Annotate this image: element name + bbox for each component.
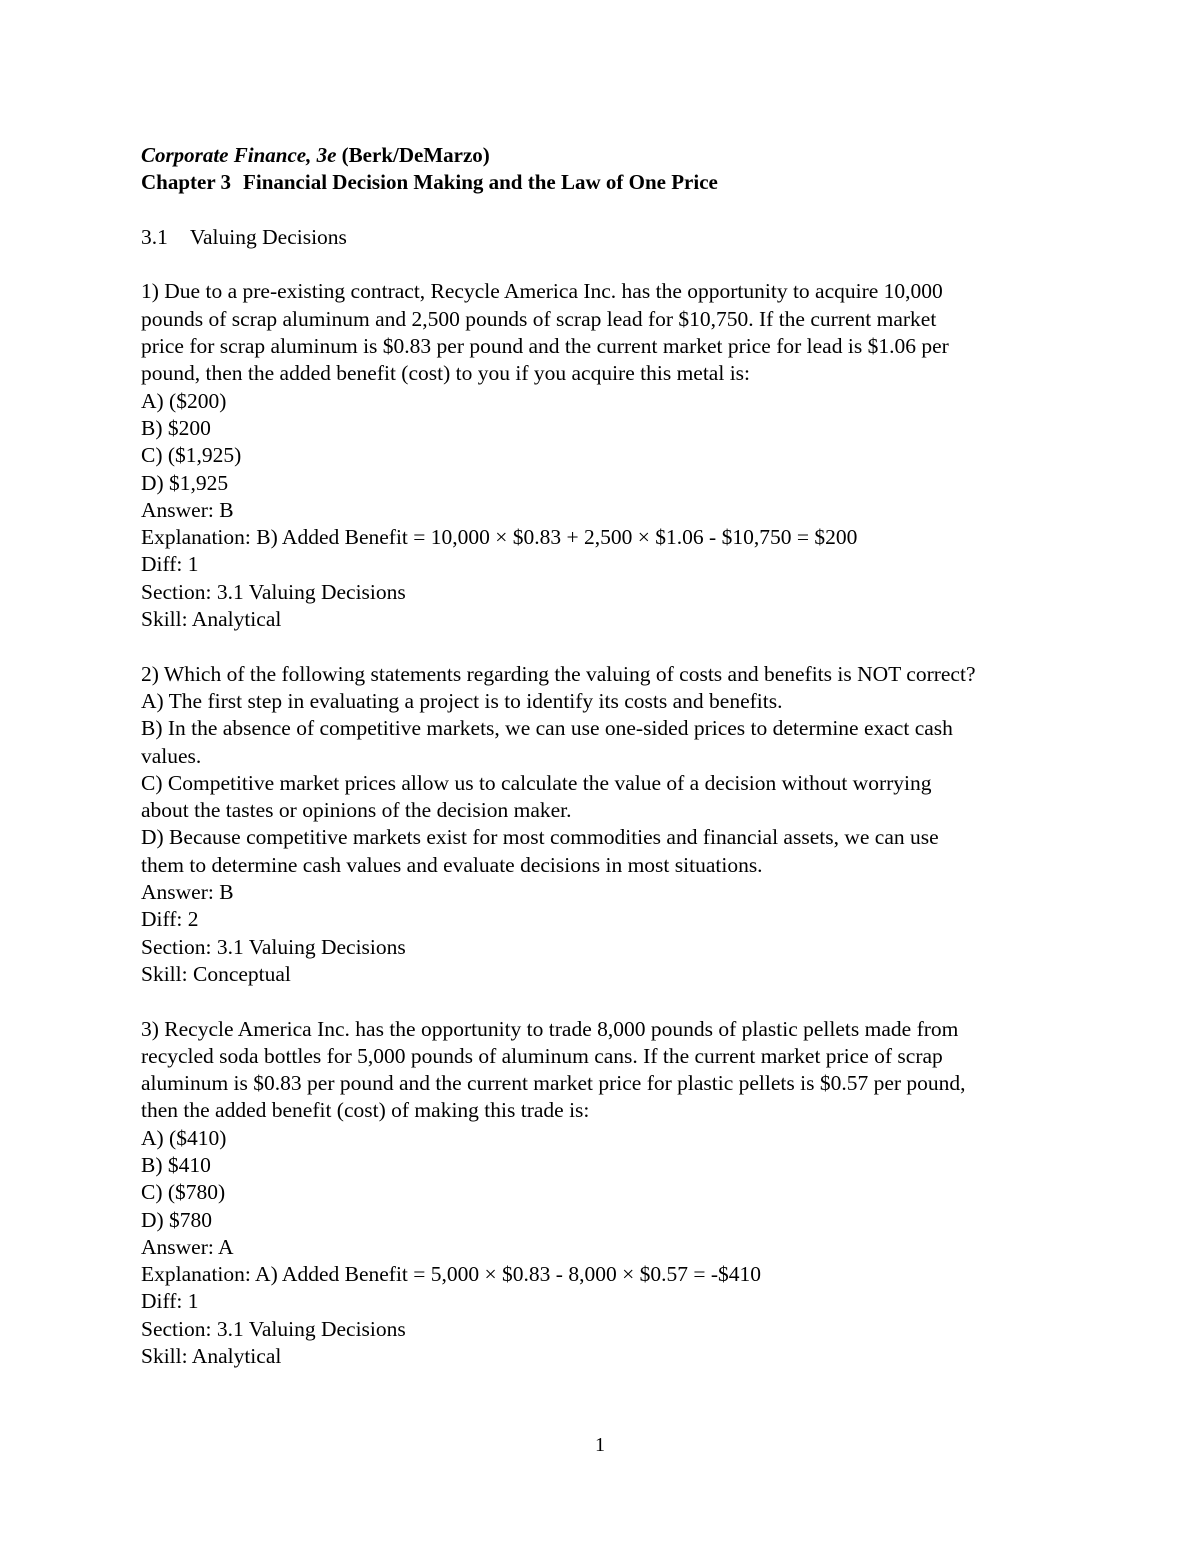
question-text-line: recycled soda bottles for 5,000 pounds of aluminum cans. If the current market price of scrap [141, 1043, 943, 1068]
question-text-line: 2) Which of the following statements regarding the valuing of costs and benefits is NOT correct? [141, 661, 976, 686]
question-1 [141, 278, 1071, 633]
section-tag: Section: 3.1 Valuing Decisions [141, 1316, 406, 1341]
question-3 [141, 1016, 1071, 1371]
answer-option: C) ($780) [141, 1180, 226, 1205]
section-tag: Section: 3.1 Valuing Decisions [141, 934, 406, 959]
book-title: Corporate Finance, 3e [141, 143, 337, 167]
difficulty: Diff: 1 [141, 552, 199, 577]
difficulty: Diff: 2 [141, 907, 199, 932]
answer-option: B) In the absence of competitive markets, we can use one-sided prices to determine exact cash [141, 716, 953, 741]
question-text-line: 3) Recycle America Inc. has the opportunity to trade 8,000 pounds of plastic pellets made from [141, 1016, 959, 1041]
question-text-line: aluminum is $0.83 per pound and the current market price for plastic pellets is $0.57 per pound, [141, 1071, 966, 1096]
answer-option: B) $410 [141, 1152, 211, 1177]
answer-key: Answer: B [141, 880, 234, 905]
answer-option: C) Competitive market prices allow us to calculate the value of a decision without worrying [141, 770, 932, 795]
question-text-line: pounds of scrap aluminum and 2,500 pounds of scrap lead for $10,750. If the current market [141, 306, 937, 331]
answer-key: Answer: A [141, 1234, 234, 1259]
skill-tag: Skill: Analytical [141, 607, 282, 632]
answer-option: A) ($200) [141, 388, 227, 413]
answer-option: D) $1,925 [141, 470, 229, 495]
section-title: Valuing Decisions [189, 224, 347, 249]
answer-key: Answer: B [141, 497, 234, 522]
answer-option: D) Because competitive markets exist for most commodities and financial assets, we can use [141, 825, 939, 850]
question-2 [141, 661, 1071, 989]
explanation: Explanation: B) Added Benefit = 10,000 × $0.83 + 2,500 × $1.06 - $10,750 = $200 [141, 525, 858, 550]
answer-option: A) The first step in evaluating a project is to identify its costs and benefits. [141, 688, 783, 713]
explanation: Explanation: A) Added Benefit = 5,000 × $0.83 - 8,000 × $0.57 = -$410 [141, 1262, 761, 1287]
answer-option: values. [141, 743, 202, 768]
chapter-title: Financial Decision Making and the Law of One Price [243, 170, 718, 195]
question-text-line: then the added benefit (cost) of making this trade is: [141, 1098, 590, 1123]
section-heading [141, 224, 1071, 251]
skill-tag: Skill: Conceptual [141, 961, 291, 986]
chapter-heading [141, 169, 1071, 196]
skill-tag: Skill: Analytical [141, 1344, 282, 1369]
answer-option: about the tastes or opinions of the decision maker. [141, 798, 572, 823]
question-text-line: price for scrap aluminum is $0.83 per pound and the current market price for lead is $1.06 per [141, 334, 949, 359]
difficulty: Diff: 1 [141, 1289, 199, 1314]
book-authors: (Berk/DeMarzo) [341, 143, 490, 167]
answer-option: them to determine cash values and evaluate decisions in most situations. [141, 852, 763, 877]
section-number: 3.1 [141, 224, 168, 249]
answer-option: A) ($410) [141, 1125, 227, 1150]
question-text-line: pound, then the added benefit (cost) to you if you acquire this metal is: [141, 361, 751, 386]
page-number: 1 [595, 1434, 605, 1456]
answer-option: D) $780 [141, 1207, 213, 1232]
question-text-line: 1) Due to a pre-existing contract, Recycle America Inc. has the opportunity to acquire 10,000 [141, 279, 943, 304]
book-title-line [141, 142, 1071, 169]
answer-option: C) ($1,925) [141, 443, 242, 468]
answer-option: B) $200 [141, 415, 211, 440]
section-tag: Section: 3.1 Valuing Decisions [141, 579, 406, 604]
document-page [141, 142, 1071, 1370]
chapter-label: Chapter 3 [141, 170, 232, 195]
